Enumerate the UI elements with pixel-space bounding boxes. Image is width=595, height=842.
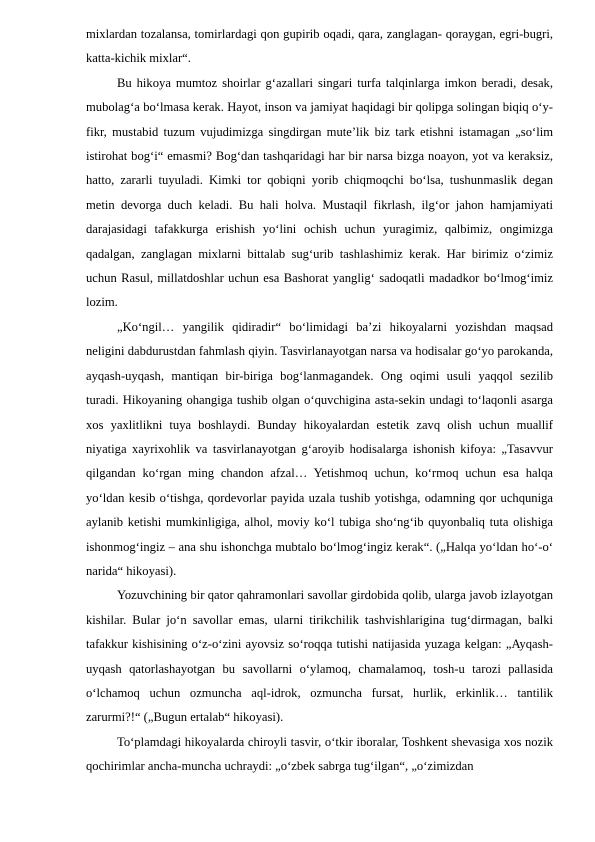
paragraph-2: Bu hikoya mumtoz shoirlar g‘azallari singari turfa talqinlarga imkon beradi, desak, mubolag‘a bo‘lmasa kerak. Hayot, inson va jamiyat haqidagi bir qolipga solingan biqiq o‘y-fikr, mustabid tuzum vujudimizga singdirgan mute’lik biz tark etishni istamagan „so‘lim istirohat bog‘i“ emasmi? Bog‘dan tashqaridagi har bir narsa bizga noayon, yot va keraksiz, hatto, zararli tuyuladi. Kimki tor qobiqni yorib chiqmoqchi bo‘lsa, tushunmaslik degan metin devorga duch keladi. Bu hali holva. Mustaqil fikrlash, ilg‘or jahon hamjamiyati darajasidagi tafakkurga erishish yo‘lini ochish uchun yuragimiz, qalbimiz, ongimizga qadalgan, zanglagan mixlarni bittalab sug‘urib tashlashimiz kerak. Har birimiz o‘zimiz uchun Rasul, millatdoshlar uchun esa Bashorat yanglig‘ sadoqatli madadkor bo‘lmog‘imiz lozim. [86,75,553,310]
body-text [86,22,553,779]
paragraph-5: To‘plamdagi hikoyalarda chiroyli tasvir, o‘tkir iboralar, Toshkent shevasiga xos nozik qochirimlar ancha-muncha uchraydi: „o‘zbek sabrga tug‘ilgan“, „o‘zimizdan [86,734,553,774]
paragraph-3: „Ko‘ngil… yangilik qidiradir“ bo‘limidagi ba’zi hikoyalarni yozishdan maqsad neligini dabdurustdan fahmlash qiyin. Tasvirlanayotgan narsa va hodisalar go‘yo parokanda, ayqash-uyqash, mantiqan bir-biriga bog‘lanmagandek. Ong oqimi usuli yaqqol sezilib turadi. Hikoyaning ohangiga tushib olgan o‘quvchigina asta-sekin undagi to‘laqonli asarga xos yaxlitlikni tuya boshlaydi. Bunday hikoyalardan estetik zavq olish uchun muallif niyatiga xayrixohlik va tasvirlanayotgan g‘aroyib hodisalarga ishonish kifoya: „Tasavvur qilgandan ko‘rgan ming chandon afzal… Yetishmoq uchun, ko‘rmoq uchun esa halqa yo‘ldan kesib o‘tishga, qordevorlar payida uzala tushib yotishga, odamning qor uchquniga aylanib ketishi mumkinligiga, alhol, moviy ko‘l tubiga sho‘ng‘ib quyonbaliq tuta olishiga ishonmog‘ingiz – ana shu ishonchga mubtalo bo‘lmog‘ingiz kerak“. („Halqa yo‘ldan ho‘-o‘ narida“ hikoyasi). [86,319,553,578]
paragraph-4: Yozuvchining bir qator qahramonlari savollar girdobida qolib, ularga javob izlayotgan kishilar. Bular jo‘n savollar emas, ularni tirikchilik tashvishlarigina tug‘dirmagan, balki tafakkur kishisining o‘z-o‘zini ayovsiz so‘roqqa tutishi natijasida yuzaga kelgan: „Ayqash-uyqash qatorlashayotgan bu savollarni o‘ylamoq, chamalamoq, tosh-u tarozi pallasida o‘lchamoq uchun ozmuncha aql-idrok, ozmuncha fursat, hurlik, erkinlik… tantilik zarurmi?!“ („Bugun ertalab“ hikoyasi). [86,588,553,725]
paragraph-1: mixlardan tozalansa, tomirlardagi qon gupirib oqadi, qara, zanglagan- qoraygan, egri-bugri, katta-kichik mixlar“. [86,27,553,66]
